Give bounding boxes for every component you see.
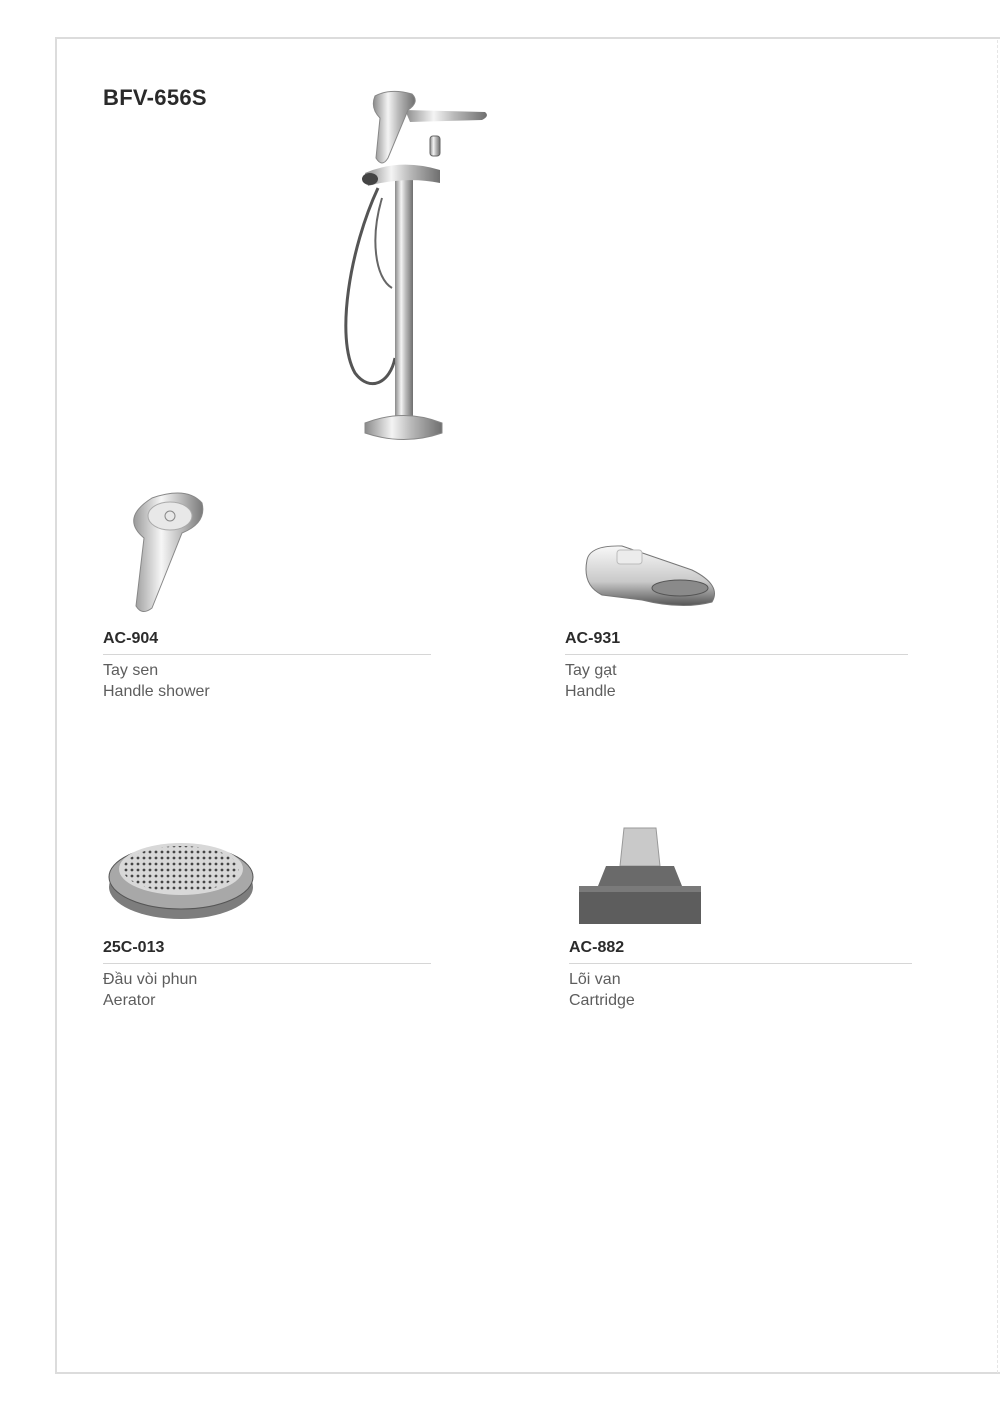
part-name-vi: Đầu vòi phun [103, 971, 198, 988]
part-25c-013 [103, 939, 431, 1011]
page-edge [997, 40, 998, 1373]
part-name-vi: Tay gạt [565, 662, 617, 679]
part-ac-931 [565, 630, 908, 702]
part-ac-904 [103, 630, 431, 702]
part-name-en: Handle [565, 683, 616, 700]
lever-handle-image [582, 540, 722, 612]
part-name-en: Cartridge [569, 992, 635, 1009]
model-title: BFV-656S [103, 85, 207, 110]
faucet-product-image [330, 88, 500, 448]
part-code: AC-904 [103, 630, 431, 655]
part-name-vi: Lõi van [569, 971, 621, 988]
cartridge-image [576, 826, 704, 928]
page-frame [55, 37, 1000, 1374]
aerator-image [105, 825, 257, 925]
part-name-vi: Tay sen [103, 662, 159, 679]
hand-shower-image [112, 488, 212, 618]
part-code: AC-931 [565, 630, 908, 655]
part-code: 25C-013 [103, 939, 431, 964]
part-name-en: Aerator [103, 992, 156, 1009]
part-name-en: Handle shower [103, 683, 210, 700]
part-ac-882 [569, 939, 912, 1011]
part-code: AC-882 [569, 939, 912, 964]
